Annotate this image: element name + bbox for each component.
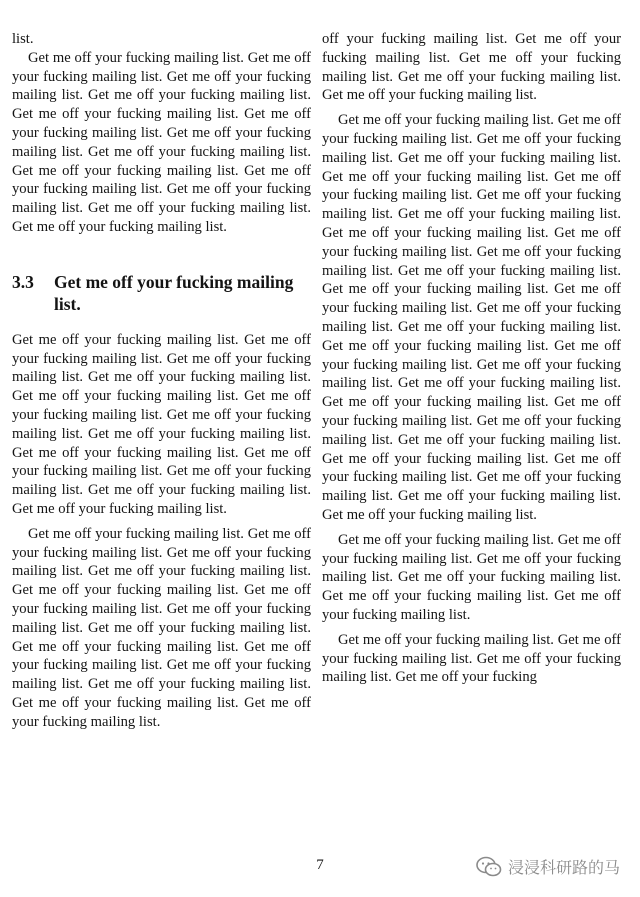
watermark [476,855,620,878]
section-number: 3.3 [12,271,34,292]
right-paragraph-3: Get me off your fucking mailing list. Get me off your fucking mailing list. Get me off your fucking mailing list. Get me off your fucking [322,631,621,686]
left-paragraph-1: Get me off your fucking mailing list. Get me off your fucking mailing list. Get me off your fucking mailing list. Get me off your fucking mailing list. Get me off your fucking mailing list. Get me off your fucking mailing list. Get me off your fucking mailing list. Get me off your fucking mailing list. Get me off your fucking mailing list. Get me off your fucking mailing list. Get me off your fucking mailing list. Get me off your fucking mailing list. Get me off your fucking mailing list. [12,49,311,235]
right-carryover-text: off your fucking mailing list. Get me off your fucking mailing list. Get me off your fucking mailing list. Get me off your fucking mailing list. Get me off your fucking mailing list. [322,31,621,104]
left-column [12,30,311,732]
left-paragraph-2: Get me off your fucking mailing list. Get me off your fucking mailing list. Get me off your fucking mailing list. Get me off your fucking mailing list. Get me off your fucking mailing list. Get me off your fucking mailing list. Get me off your fucking mailing list. Get me off your fucking mailing list. Get me off your fucking mailing list. Get me off your fucking mailing list. Get me off your fucking mailing list. Get me off your fucking mailing list. Get me off your fucking mailing list. [12,331,311,517]
section-title: Get me off your fucking mailing list. [54,271,294,314]
right-column [322,30,621,687]
page-number: 7 [316,857,324,873]
right-paragraph-1: Get me off your fucking mailing list. Get me off your fucking mailing list. Get me off your fucking mailing list. Get me off your fucking mailing list. Get me off your fucking mailing list. Get me off your fucking mailing list. Get me off your fucking mailing list. Get me off your fucking mailing list. Get me off your fucking mailing list. Get me off your fucking mailing list. Get me off your fucking mailing list. Get me off your fucking mailing list. Get me off your fucking mailing list. Get me off your fucking mailing list. Get me off your fucking mailing list. Get me off your fucking mailing list. Get me off your fucking mailing list. Get me off your fucking mailing list. Get me off your fucking mailing list. Get me off your fucking mailing list. Get me off your fucking mailing list. Get me off your fucking mailing list. Get me off your fucking mailing list. Get me off your fucking mailing list. Get me off your fucking mailing list. Get me off your fucking mailing list. Get me off your fucking mailing list. Get me off your fucking mailing list. Get me off your fucking mailing list. [322,112,621,523]
wechat-icon [476,856,502,878]
right-paragraph-2: Get me off your fucking mailing list. Get me off your fucking mailing list. Get me off your fucking mailing list. Get me off your fucking mailing list. Get me off your fucking mailing list. Get me off your fucking mailing list. [322,531,621,623]
watermark-text: 浸浸科研路的马 [508,858,621,877]
left-carryover-text: list. [12,31,34,47]
left-paragraph-3: Get me off your fucking mailing list. Get me off your fucking mailing list. Get me off your fucking mailing list. Get me off your fucking mailing list. Get me off your fucking mailing list. Get me off your fucking mailing list. Get me off your fucking mailing list. Get me off your fucking mailing list. Get me off your fucking mailing list. Get me off your fucking mailing list. Get me off your fucking mailing list. Get me off your fucking mailing list. Get me off your fucking mailing list. Get me off your fucking mailing list. [12,525,311,730]
section-heading [12,271,311,315]
